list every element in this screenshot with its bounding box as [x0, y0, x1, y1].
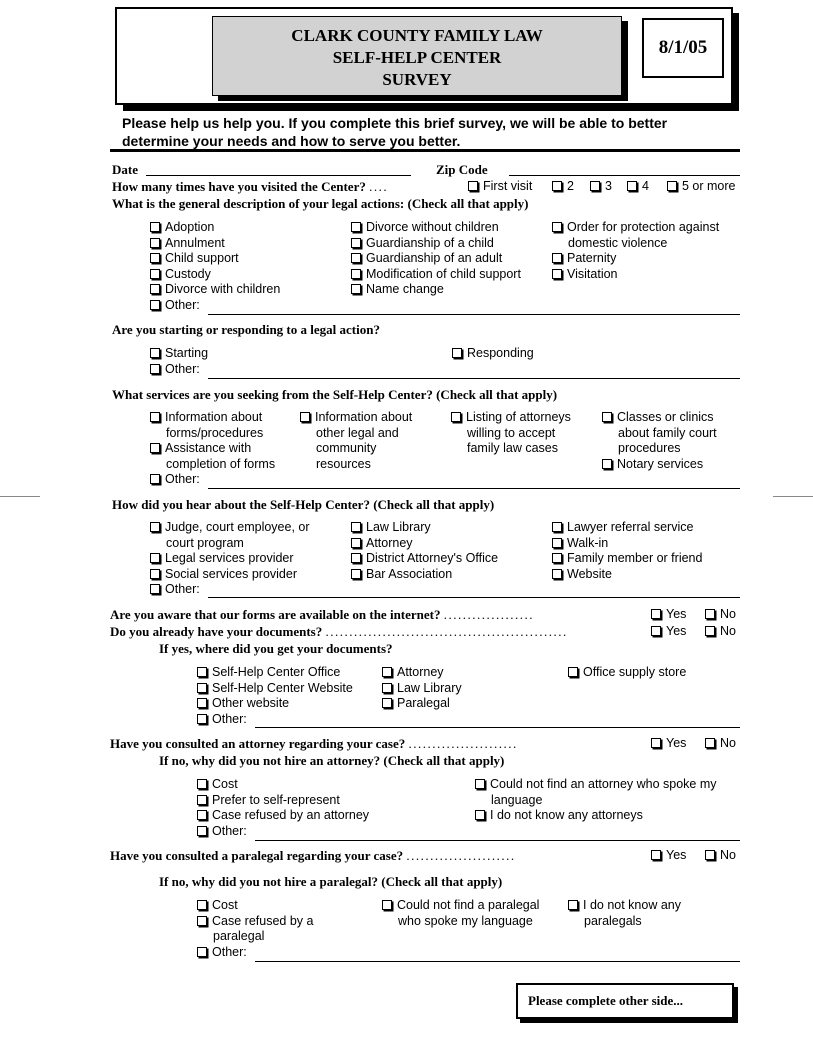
option-cont-line: community [316, 441, 377, 455]
starting-other-field[interactable] [208, 378, 740, 379]
checkbox[interactable] [300, 412, 310, 422]
option-other[interactable]: Other: [150, 472, 275, 488]
option-cont-line: resources [316, 456, 371, 471]
option-attorney[interactable]: Attorney [351, 536, 498, 552]
option-other[interactable]: Other: [197, 712, 353, 728]
option-legal-services[interactable]: Legal services provider [150, 551, 310, 567]
title-line-1: CLARK COUNTY FAMILY LAW [291, 26, 543, 45]
checkbox[interactable] [651, 850, 661, 860]
checkbox[interactable] [452, 348, 462, 358]
option-shc-website[interactable]: Self-Help Center Website [197, 681, 353, 697]
checkbox[interactable] [451, 412, 461, 422]
option-no-language-attorney[interactable]: Could not find an attorney who spoke my [475, 777, 717, 793]
checkbox[interactable] [150, 584, 160, 594]
documents-yes[interactable]: Yes [651, 624, 686, 638]
option-visitation[interactable]: Visitation [552, 267, 719, 283]
checkbox[interactable] [552, 522, 562, 532]
services-col3 [451, 410, 571, 457]
title-line-3: SURVEY [382, 70, 452, 89]
option-cont-line: paralegals [584, 913, 642, 928]
hear-col1 [150, 520, 310, 598]
checkbox[interactable] [351, 569, 361, 579]
checkbox[interactable] [197, 683, 207, 693]
checkbox[interactable] [351, 238, 361, 248]
paralegal-yes[interactable]: Yes [651, 848, 686, 862]
paralegal-question: Have you consulted a paralegal regarding your case? ....................... [110, 848, 516, 863]
checkbox[interactable] [382, 683, 392, 693]
documents-col2 [382, 665, 462, 712]
checkbox[interactable] [651, 626, 661, 636]
attorney-yes[interactable]: Yes [651, 736, 686, 750]
option-cont-line: other legal and [316, 425, 399, 440]
checkbox[interactable] [651, 738, 661, 748]
checkbox[interactable] [351, 269, 361, 279]
paralegal-col2 [382, 898, 539, 929]
scan-mark-right [773, 496, 813, 497]
checkbox[interactable] [382, 667, 392, 677]
checkbox[interactable] [150, 269, 160, 279]
option-case-refused[interactable]: Case refused by a [197, 914, 313, 930]
option-guardianship-child[interactable]: Guardianship of a child [351, 236, 521, 252]
option-judge[interactable]: Judge, court employee, or [150, 520, 310, 536]
option-paternity[interactable]: Paternity [552, 251, 719, 267]
checkbox[interactable] [150, 553, 160, 563]
title-line-2: SELF-HELP CENTER [332, 48, 502, 67]
legal-actions-col2 [351, 220, 521, 298]
checkbox[interactable] [197, 714, 207, 724]
checkbox[interactable] [552, 538, 562, 548]
option-guardianship-adult[interactable]: Guardianship of an adult [351, 251, 521, 267]
starting-options [150, 346, 208, 377]
checkbox[interactable] [197, 779, 207, 789]
checkbox[interactable] [552, 569, 562, 579]
checkbox[interactable] [667, 181, 677, 191]
option-child-support[interactable]: Child support [150, 251, 280, 267]
checkbox[interactable] [351, 553, 361, 563]
services-col2 [300, 410, 412, 472]
paralegal-col1 [197, 898, 313, 960]
date-field[interactable] [146, 175, 411, 176]
visits-option-3[interactable]: 3 [590, 179, 612, 193]
visits-option-5plus[interactable]: 5 or more [667, 179, 736, 193]
checkbox[interactable] [150, 222, 160, 232]
paralegal-subquestion: If no, why did you not hire a paralegal? (Check all that apply) [159, 874, 503, 889]
option-custody[interactable]: Custody [150, 267, 280, 283]
documents-no[interactable]: No [705, 624, 736, 638]
checkbox[interactable] [197, 810, 207, 820]
checkbox[interactable] [150, 522, 160, 532]
checkbox[interactable] [651, 609, 661, 619]
checkbox[interactable] [150, 238, 160, 248]
option-cont-line: about family court [618, 425, 717, 440]
option-paralegal[interactable]: Paralegal [382, 696, 462, 712]
checkbox[interactable] [552, 553, 562, 563]
checkbox[interactable] [382, 900, 392, 910]
checkbox[interactable] [150, 300, 160, 310]
checkbox[interactable] [150, 412, 160, 422]
checkbox[interactable] [552, 222, 562, 232]
option-info-forms[interactable]: Information about [150, 410, 275, 426]
option-other[interactable]: Other: [150, 298, 280, 314]
option-responding[interactable]: Responding [452, 346, 534, 362]
option-know-no-attorneys[interactable]: I do not know any attorneys [475, 808, 717, 824]
checkbox[interactable] [197, 826, 207, 836]
option-divorce-with-children[interactable]: Divorce with children [150, 282, 280, 298]
option-social-services[interactable]: Social services provider [150, 567, 310, 583]
attorney-question: Have you consulted an attorney regarding your case? ....................... [110, 736, 518, 751]
option-info-forms-cont: forms/procedures [166, 425, 264, 440]
option-law-library[interactable]: Law Library [351, 520, 498, 536]
checkbox[interactable] [150, 443, 160, 453]
paralegal-other-field[interactable] [255, 961, 740, 962]
option-modification-child-support[interactable]: Modification of child support [351, 267, 521, 283]
services-question: What services are you seeking from the Self-Help Center? (Check all that apply) [112, 387, 558, 402]
option-cost[interactable]: Cost [197, 777, 369, 793]
option-assistance[interactable]: Assistance with [150, 441, 275, 457]
checkbox[interactable] [150, 364, 160, 374]
option-attorney[interactable]: Attorney [382, 665, 462, 681]
attorney-col1 [197, 777, 369, 839]
option-notary[interactable]: Notary services [602, 457, 717, 473]
complete-other-side-note: Please complete other side... [516, 983, 734, 1019]
attorney-no[interactable]: No [705, 736, 736, 750]
hear-question: How did you hear about the Self-Help Center? (Check all that apply) [112, 497, 495, 512]
option-no-language-paralegal[interactable]: Could not find a paralegal [382, 898, 539, 914]
scan-mark-left [0, 496, 40, 497]
documents-col1 [197, 665, 353, 727]
date-label: Date [112, 162, 138, 177]
checkbox[interactable] [468, 181, 478, 191]
checkbox[interactable] [475, 779, 485, 789]
checkbox[interactable] [150, 348, 160, 358]
option-order-for-protection[interactable]: Order for protection against [552, 220, 719, 236]
paralegal-col3 [568, 898, 681, 929]
checkbox[interactable] [197, 698, 207, 708]
option-cont-line: court program [166, 535, 244, 550]
option-district-attorney[interactable]: District Attorney's Office [351, 551, 498, 567]
checkbox[interactable] [351, 538, 361, 548]
option-self-represent[interactable]: Prefer to self-represent [197, 793, 369, 809]
hear-col2 [351, 520, 498, 582]
legal-actions-col3 [552, 220, 719, 282]
option-assistance-cont: completion of forms [166, 456, 276, 471]
checkbox[interactable] [382, 698, 392, 708]
checkbox[interactable] [627, 181, 637, 191]
documents-question: Do you already have your documents? ................................................... [110, 624, 568, 639]
attorney-other-field[interactable] [255, 840, 740, 841]
visits-option-2[interactable]: 2 [552, 179, 574, 193]
visits-option-first[interactable]: First visit [468, 179, 532, 193]
checkbox[interactable] [150, 284, 160, 294]
services-col4 [602, 410, 717, 472]
checkbox[interactable] [197, 667, 207, 677]
internet-yes[interactable]: Yes [651, 607, 686, 621]
checkbox[interactable] [351, 522, 361, 532]
attorney-col2 [475, 777, 717, 824]
checkbox[interactable] [705, 850, 715, 860]
starting-question: Are you starting or responding to a legal action? [112, 322, 380, 337]
checkbox[interactable] [602, 412, 612, 422]
checkbox[interactable] [150, 474, 160, 484]
checkbox[interactable] [197, 795, 207, 805]
option-shc-office[interactable]: Self-Help Center Office [197, 665, 353, 681]
attorney-subquestion: If no, why did you not hire an attorney? (Check all that apply) [159, 753, 505, 768]
option-cont-line: family law cases [467, 441, 558, 455]
option-info-other-legal[interactable]: Information about [300, 410, 412, 426]
documents-other-field[interactable] [255, 727, 740, 728]
checkbox[interactable] [552, 181, 562, 191]
option-other-website[interactable]: Other website [197, 696, 353, 712]
checkbox[interactable] [197, 947, 207, 957]
option-bar-association[interactable]: Bar Association [351, 567, 498, 583]
zip-field[interactable] [509, 175, 740, 176]
revision-date: 8/1/05 [642, 18, 724, 78]
option-name-change[interactable]: Name change [351, 282, 521, 298]
intro-rule [110, 149, 740, 152]
option-law-library[interactable]: Law Library [382, 681, 462, 697]
checkbox[interactable] [197, 900, 207, 910]
intro-text: Please help us help you. If you complete this brief survey, we will be able to better determine your needs and how to serve you better. [122, 115, 668, 149]
option-adoption[interactable]: Adoption [150, 220, 280, 236]
hear-col3 [552, 520, 702, 582]
title-banner [212, 16, 622, 96]
option-listing-attorneys[interactable]: Listing of attorneys [451, 410, 571, 426]
option-lawyer-referral[interactable]: Lawyer referral service [552, 520, 702, 536]
checkbox[interactable] [590, 181, 600, 191]
zip-label: Zip Code [436, 162, 488, 177]
checkbox[interactable] [705, 626, 715, 636]
option-order-for-protection-cont: domestic violence [568, 235, 668, 250]
option-divorce-without-children[interactable]: Divorce without children [351, 220, 521, 236]
option-annulment[interactable]: Annulment [150, 236, 280, 252]
checkbox[interactable] [351, 253, 361, 263]
option-case-refused[interactable]: Case refused by an attorney [197, 808, 369, 824]
checkbox[interactable] [351, 222, 361, 232]
option-website[interactable]: Website [552, 567, 702, 583]
checkbox[interactable] [475, 810, 485, 820]
option-cont-line: paralegal [213, 929, 265, 943]
services-other-field[interactable] [208, 488, 740, 489]
option-other[interactable]: Other: [197, 824, 369, 840]
option-cont-line: language [491, 792, 543, 807]
option-other[interactable]: Other: [150, 362, 208, 378]
option-cont-line: who spoke my language [398, 913, 533, 928]
option-cost[interactable]: Cost [197, 898, 313, 914]
checkbox[interactable] [705, 738, 715, 748]
checkbox[interactable] [568, 900, 578, 910]
option-starting[interactable]: Starting [150, 346, 208, 362]
option-other[interactable]: Other: [197, 945, 313, 961]
checkbox[interactable] [552, 253, 562, 263]
checkbox[interactable] [351, 284, 361, 294]
checkbox[interactable] [602, 459, 612, 469]
visits-question: How many times have you visited the Center? .... [112, 179, 389, 194]
visits-option-4[interactable]: 4 [627, 179, 649, 193]
option-know-no-paralegals[interactable]: I do not know any [568, 898, 681, 914]
legal-actions-col1 [150, 220, 280, 313]
option-family-friend[interactable]: Family member or friend [552, 551, 702, 567]
option-classes[interactable]: Classes or clinics [602, 410, 717, 426]
checkbox[interactable] [150, 569, 160, 579]
checkbox[interactable] [568, 667, 578, 677]
legal-actions-question: What is the general description of your legal actions: (Check all that apply) [112, 196, 529, 211]
checkbox[interactable] [150, 253, 160, 263]
documents-subquestion: If yes, where did you get your documents? [159, 641, 393, 656]
checkbox[interactable] [197, 916, 207, 926]
internet-question: Are you aware that our forms are available on the internet? ................... [110, 607, 534, 622]
option-walk-in[interactable]: Walk-in [552, 536, 702, 552]
option-cont-line: procedures [618, 441, 681, 455]
option-office-supply[interactable]: Office supply store [568, 665, 686, 681]
legal-actions-other-field[interactable] [208, 314, 740, 315]
paralegal-no[interactable]: No [705, 848, 736, 862]
internet-no[interactable]: No [705, 607, 736, 621]
hear-other-field[interactable] [208, 597, 740, 598]
services-col1 [150, 410, 275, 488]
checkbox[interactable] [705, 609, 715, 619]
option-other[interactable]: Other: [150, 582, 310, 598]
option-cont-line: willing to accept [467, 425, 556, 440]
checkbox[interactable] [552, 269, 562, 279]
